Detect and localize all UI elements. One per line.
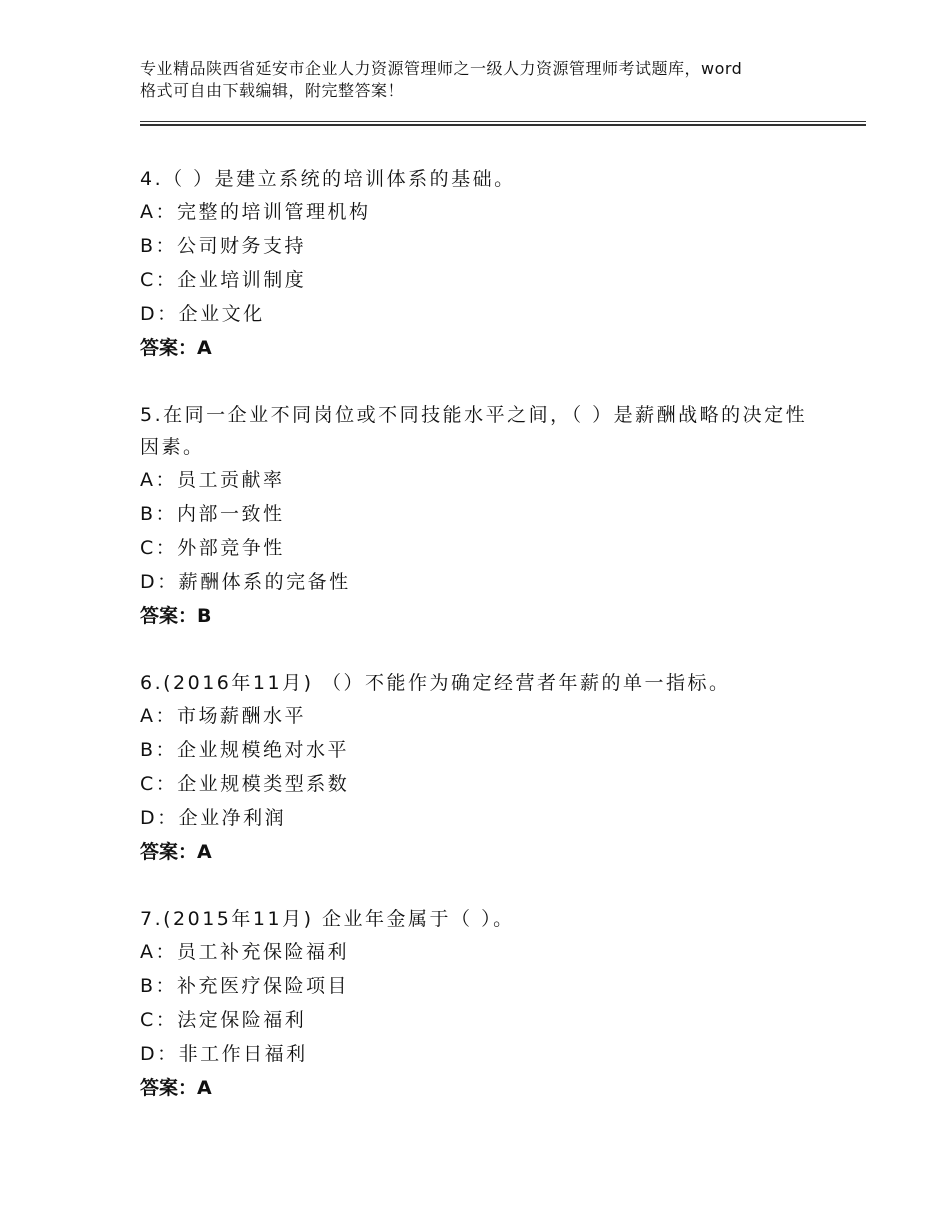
option-b: B：内部一致性 [140,503,285,525]
header-title-line-2: 格式可自由下载编辑，附完整答案！ [140,81,405,100]
question-stem: 4.（ ）是建立系统的培训体系的基础。 [140,168,516,190]
option-d: D：薪酬体系的完备性 [140,571,351,593]
header-divider-thin [140,121,866,122]
question-stem: 7.(2015年11月) 企业年金属于（ ）。 [140,908,515,930]
option-a: A：员工补充保险福利 [140,941,349,963]
option-a: A：完整的培训管理机构 [140,201,371,223]
option-c: C：外部竞争性 [140,537,285,559]
header-divider-thick [140,124,866,126]
option-a: A：市场薪酬水平 [140,705,306,727]
option-d: D：企业净利润 [140,807,287,829]
answer-label: 答案：A [140,841,212,863]
answer-label: 答案：A [140,337,212,359]
option-a: A：员工贡献率 [140,469,285,491]
question-stem: 5.在同一企业不同岗位或不同技能水平之间，（ ）是薪酬战略的决定性因素。 [140,404,808,458]
question-item [140,399,820,633]
option-b: B：补充医疗保险项目 [140,975,350,997]
option-c: C：企业规模类型系数 [140,773,350,795]
option-c: C：法定保险福利 [140,1009,307,1031]
question-stem: 6.(2016年11月) （）不能作为确定经营者年薪的单一指标。 [140,672,731,694]
answer-label: 答案：B [140,605,212,627]
header-title-line-1: 专业精品陕西省延安市企业人力资源管理师之一级人力资源管理师考试题库，word [140,59,743,78]
question-list [140,163,820,1139]
question-item [140,667,820,869]
question-item [140,903,820,1105]
document-header [140,58,840,102]
option-d: D：非工作日福利 [140,1043,308,1065]
option-c: C：企业培训制度 [140,269,307,291]
answer-label: 答案：A [140,1077,212,1099]
option-d: D：企业文化 [140,303,265,325]
option-b: B：公司财务支持 [140,235,307,257]
option-b: B：企业规模绝对水平 [140,739,350,761]
question-item [140,163,820,365]
